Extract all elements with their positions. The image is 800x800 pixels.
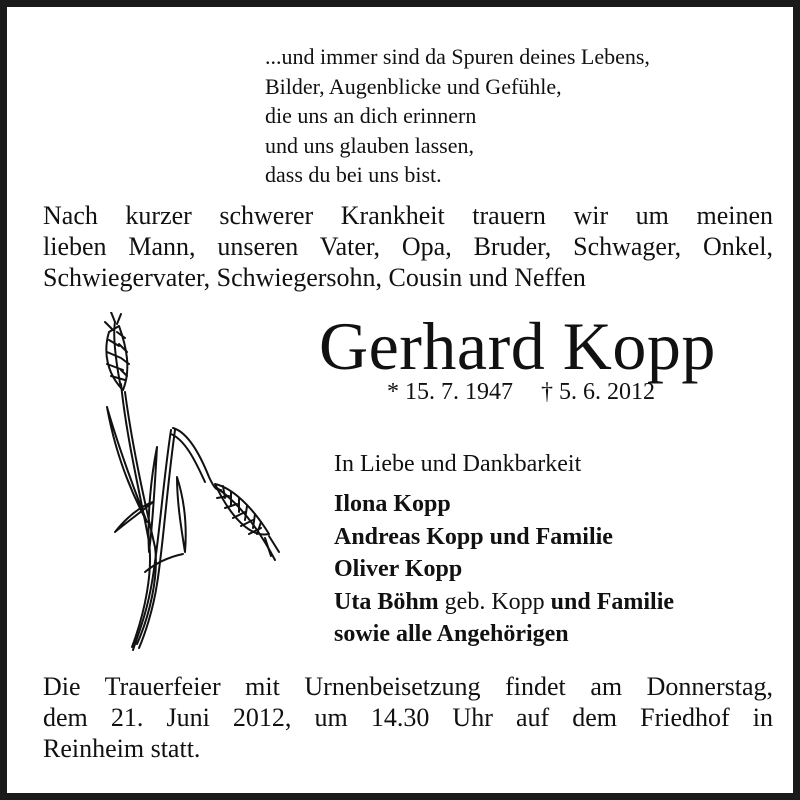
mourners-heading: In Liebe und Dankbarkeit [334,451,582,477]
funeral-info [43,671,773,764]
poem-line: und uns glauben lassen, [265,132,474,158]
poem-line: Bilder, Augenblicke und Gefühle, [265,73,562,99]
deceased-name: Gerhard Kopp [319,308,716,384]
intro-line: Schwiegervater, Schwiegersohn, Cousin und Neffen [43,263,586,292]
poem-line: die uns an dich erinnern [265,103,477,129]
birth-date: * 15. 7. 1947 [387,379,513,405]
mourner-relatives: sowie alle Angehörigen [334,621,569,647]
mourner-uta [334,586,674,619]
mourner-uta-suffix: und Familie [550,588,675,615]
mourner-uta-birthname: geb. Kopp [444,588,545,615]
poem-line: ...und immer sind da Spuren deines Lebens, [265,44,650,69]
mourner-uta-name: Uta Böhm [334,588,439,615]
poem-line: dass du bei uns bist. [265,162,442,188]
life-dates [387,377,655,407]
wheat-ears-icon [97,312,287,657]
funeral-line: Die Trauerfeier mit Urnenbeisetzung findet am Donnerstag, [43,672,773,701]
funeral-line: Reinheim statt. [43,734,201,763]
death-date: † 5. 6. 2012 [541,379,655,405]
mourners-list [334,488,674,651]
intro-line: Nach kurzer schwerer Krankheit trauern wir um meinen [43,201,773,230]
funeral-line: dem 21. Juni 2012, um 14.30 Uhr auf dem Friedhof in [43,703,773,732]
mourner-name: Andreas Kopp und Familie [334,523,613,550]
poem [265,42,650,190]
intro-line: lieben Mann, unseren Vater, Opa, Bruder, Schwager, Onkel, [43,232,773,261]
intro-paragraph [43,200,773,293]
mourner-name: Oliver Kopp [334,556,463,582]
mourner-name: Ilona Kopp [334,491,451,517]
